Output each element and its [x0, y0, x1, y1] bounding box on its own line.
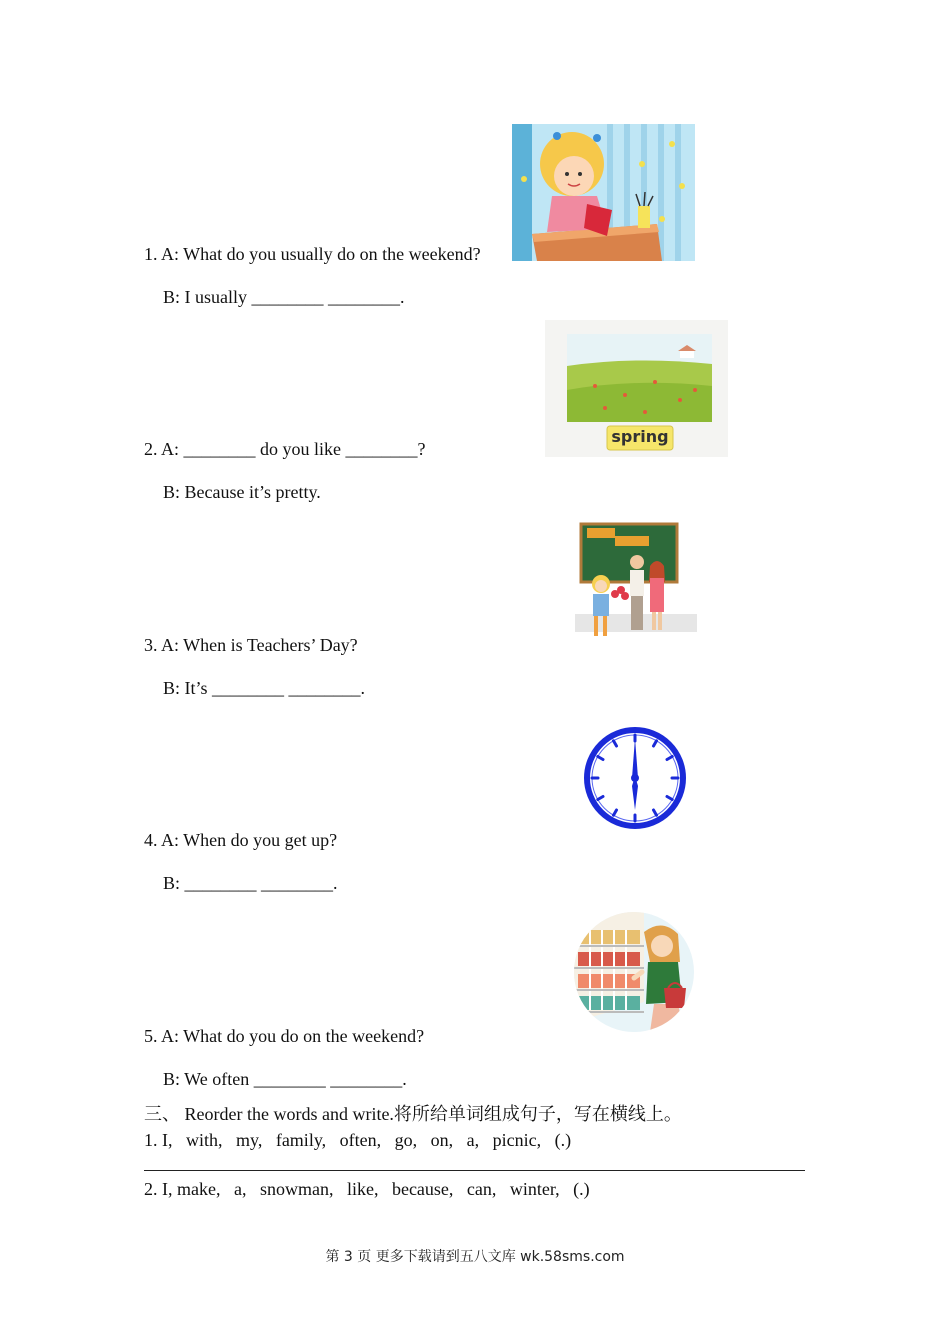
page-footer: 第 3 页 更多下载请到五八文库 wk.58sms.com — [325, 1249, 625, 1265]
teachers-day-image — [575, 522, 697, 644]
section3-item-2: 2. I, make, a, snowman, like, because, can, winter, (.) — [144, 1179, 590, 1199]
q3-question: 3. A: When is Teachers’ Day? — [144, 635, 358, 655]
spring-label: spring — [611, 427, 669, 446]
q5-answer: B: We often ________ ________. — [163, 1069, 407, 1089]
q3-answer: B: It’s ________ ________. — [163, 678, 366, 698]
q1-answer: B: I usually ________ ________. — [163, 287, 405, 307]
answer-line[interactable] — [144, 1170, 805, 1171]
q4-question: 4. A: When do you get up? — [144, 830, 338, 850]
q1-question: 1. A: What do you usually do on the weekend? — [144, 244, 481, 264]
q4-answer: B: ________ ________. — [163, 873, 338, 893]
spring-meadow-image — [545, 320, 728, 457]
q5-question: 5. A: What do you do on the weekend? — [144, 1026, 425, 1046]
section3-heading: 三、 Reorder the words and write.将所给单词组成句子，写在横线上。 — [144, 1104, 682, 1124]
shopping-girl-image — [574, 912, 694, 1032]
girl-reading-image — [512, 124, 695, 261]
q2-answer: B: Because it’s pretty. — [163, 482, 321, 502]
clock-six-oclock-icon — [583, 726, 687, 830]
section3-item-1: 1. I, with, my, family, often, go, on, a, picnic, (.) — [144, 1130, 572, 1150]
q2-question: 2. A: ________ do you like ________? — [144, 439, 426, 459]
